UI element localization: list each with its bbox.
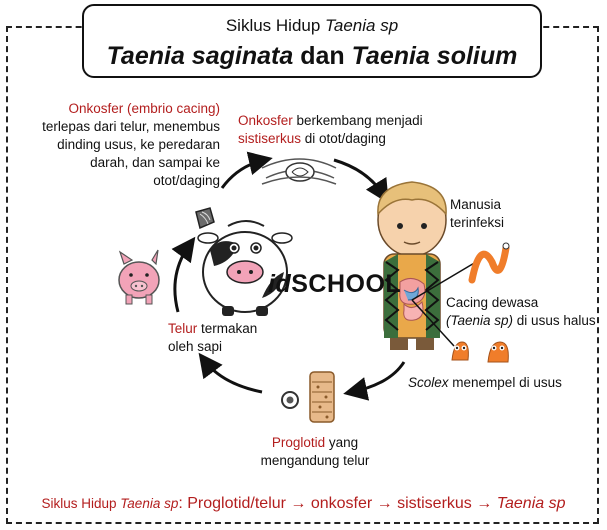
title-box	[82, 4, 542, 78]
adult-species: (Taenia sp)	[446, 313, 514, 328]
footer-summary	[0, 495, 607, 513]
scolex-icon	[452, 342, 508, 362]
title-taenia-solium: Taenia solium	[351, 42, 518, 70]
proglotid-text: yang	[325, 435, 359, 450]
page-title	[84, 42, 540, 71]
footer-end-species: Taenia sp	[496, 495, 566, 512]
title-dan: dan	[293, 42, 352, 70]
sistiserkus-text-2: di otot/daging	[301, 131, 386, 146]
stage-scolex	[408, 374, 598, 392]
footer-prefix: Siklus Hidup	[41, 496, 121, 511]
stage-onkosfer-release	[20, 100, 220, 190]
scolex-word: Scolex	[408, 375, 449, 390]
telur-line-2: oleh sapi	[168, 339, 223, 354]
human-line-1: Manusia	[450, 197, 502, 212]
stage-proglotid	[240, 434, 390, 470]
onkosfer-release-line-4: otot/daging	[153, 173, 220, 188]
cyst-icon	[262, 159, 336, 184]
footer-sequence: Proglotid/telur → onkosfer → sistiserkus →	[187, 495, 497, 512]
worm-icon	[472, 243, 509, 280]
title-subtitle	[84, 16, 540, 36]
cow-icon	[198, 221, 292, 316]
pig-icon	[119, 250, 159, 304]
stage-sistiserkus	[238, 112, 448, 148]
cycle-arrow-egg-to-cow	[175, 244, 190, 312]
scolex-text: menempel di usus	[448, 375, 562, 390]
cycle-arrow-cow-to-cyst	[222, 160, 264, 188]
telur-text: termakan	[197, 321, 258, 336]
cycle-arrow-human-to-proglotid	[352, 362, 404, 392]
watermark-part-a: id	[268, 270, 292, 298]
footer-prefix-species: Taenia sp	[120, 496, 179, 511]
proglotid-highlight: Proglotid	[271, 435, 326, 450]
egg-icon	[196, 208, 214, 228]
sistiserkus-onkosfer: Onkosfer	[238, 113, 293, 128]
adult-line-2: di usus halus	[513, 313, 596, 328]
onkosfer-release-line-1: terlepas dari telur, menembus	[42, 119, 220, 134]
cycle-arrow-proglotid-to-egg	[204, 360, 262, 392]
sistiserkus-highlight: sistiserkus	[238, 131, 302, 146]
stage-human	[450, 196, 570, 232]
sistiserkus-text-1: berkembang menjadi	[292, 113, 423, 128]
proglotid-icon	[282, 372, 334, 422]
telur-highlight: Telur	[168, 321, 198, 336]
proglotid-line-2: mengandung telur	[260, 453, 370, 468]
title-species: Taenia sp	[325, 16, 399, 35]
stage-adult-worm	[446, 294, 606, 330]
onkosfer-release-highlight: Onkosfer (embrio cacing)	[68, 101, 220, 116]
cycle-arrow-cyst-to-human	[334, 160, 384, 196]
watermark-part-b: SCHOOL	[291, 270, 402, 298]
human-icon	[378, 182, 446, 350]
title-taenia-saginata: Taenia saginata	[106, 42, 294, 70]
title-prefix: Siklus Hidup	[225, 16, 326, 35]
watermark	[268, 270, 401, 299]
adult-line-1: Cacing dewasa	[446, 295, 539, 310]
footer-colon: :	[178, 495, 188, 512]
human-line-2: terinfeksi	[450, 215, 505, 230]
stage-telur	[168, 320, 298, 356]
onkosfer-release-line-3: darah, dan sampai ke	[90, 155, 220, 170]
onkosfer-release-line-2: dinding usus, ke peredaran	[57, 137, 220, 152]
